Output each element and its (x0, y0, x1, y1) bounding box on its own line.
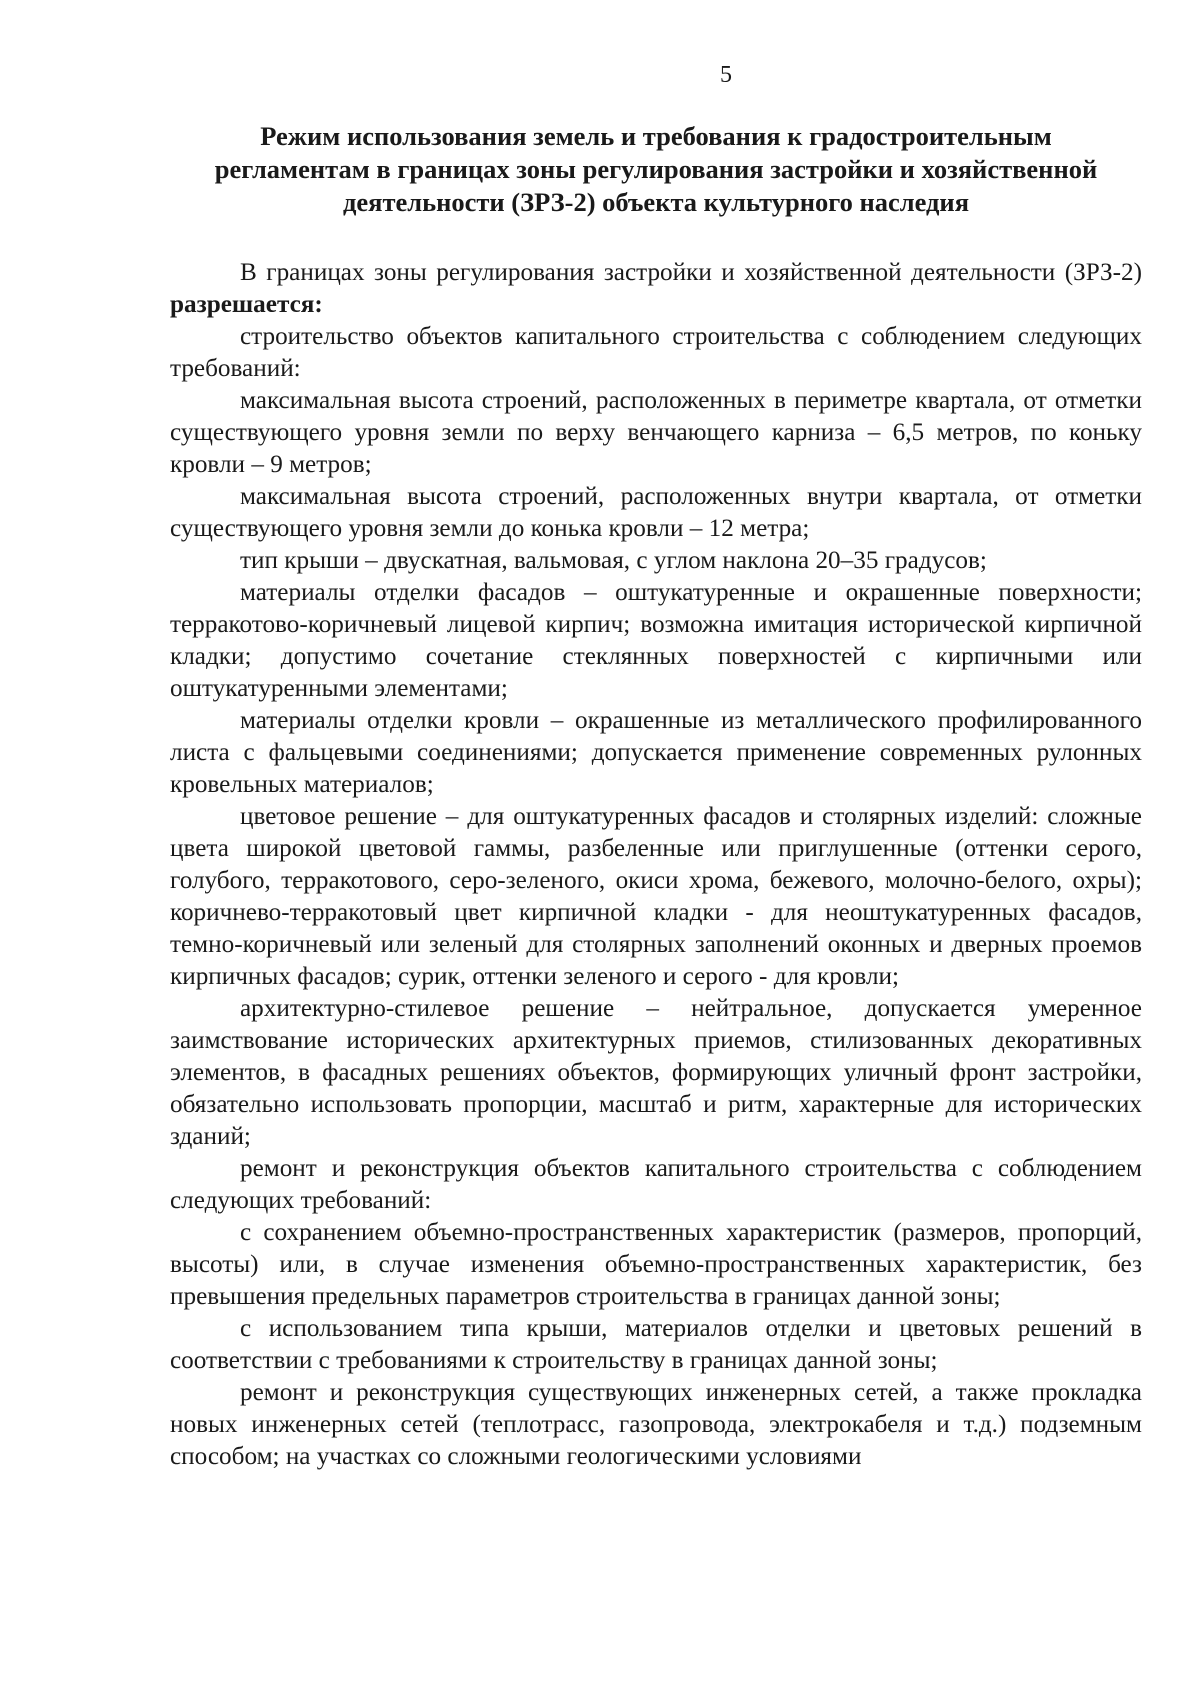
title-line: регламентам в границах зоны регулирования застройки и хозяйственной (214, 154, 1098, 184)
intro-text: В границах зоны регулирования застройки и хозяйственной деятельности (ЗРЗ-2) (240, 259, 1142, 286)
paragraph: материалы отделки фасадов – оштукатуренные и окрашенные поверхности; терракотово-коричневый лицевой кирпич; возможна имитация исторической кирпичной кладки; допустимо сочетание стеклянных поверхностей с кирпичными или оштукатуренными элементами; (170, 579, 1142, 702)
document-title (170, 120, 1142, 219)
paragraph: с использованием типа крыши, материалов отделки и цветовых решений в соответствии с требованиями к строительству в границах данной зоны; (170, 1315, 1142, 1374)
title-line: деятельности (ЗРЗ-2) объекта культурного наследия (342, 187, 970, 217)
document-body (170, 257, 1142, 1473)
paragraph: максимальная высота строений, расположенных в периметре квартала, от отметки существующего уровня земли по верху венчающего карниза – 6,5 метров, по коньку кровли – 9 метров; (170, 387, 1142, 478)
document-page (170, 60, 1142, 1473)
paragraph: цветовое решение – для оштукатуренных фасадов и столярных изделий: сложные цвета широкой цветовой гаммы, разбеленные или приглушенные (оттенки серого, голубого, терракотового, серо-зеленого, окиси хрома, бежевого, молочно-белого, охры); коричнево-терракотовый цвет кирпичной кладки - для неоштукатуренных фасадов, темно-коричневый или зеленый для столярных заполнений оконных и дверных проемов кирпичных фасадов; сурик, оттенки зеленого и серого - для кровли; (170, 803, 1142, 990)
paragraph: ремонт и реконструкция объектов капитального строительства с соблюдением следующих требований: (170, 1155, 1142, 1214)
paragraph: тип крыши – двускатная, вальмовая, с углом наклона 20–35 градусов; (240, 547, 987, 574)
page-number: 5 (720, 62, 732, 88)
paragraph: материалы отделки кровли – окрашенные из металлического профилированного листа с фальцевыми соединениями; допускается применение современных рулонных кровельных материалов; (170, 707, 1142, 798)
paragraph: архитектурно-стилевое решение – нейтральное, допускается умеренное заимствование исторических архитектурных приемов, стилизованных декоративных элементов, в фасадных решениях объектов, формирующих уличный фронт застройки, обязательно использовать пропорции, масштаб и ритм, характерные для исторических зданий; (170, 995, 1142, 1150)
paragraph: ремонт и реконструкция существующих инженерных сетей, а также прокладка новых инженерных сетей (теплотрасс, газопровода, электрокабеля и т.д.) подземным способом; на участках со сложными геологическими условиями (170, 1379, 1142, 1470)
title-line: Режим использования земель и требования к градостроительным (260, 121, 1052, 151)
paragraph: с сохранением объемно-пространственных характеристик (размеров, пропорций, высоты) или, в случае изменения объемно-пространственных характеристик, без превышения предельных параметров строительства в границах данной зоны; (170, 1219, 1142, 1310)
paragraph: строительство объектов капитального строительства с соблюдением следующих требований: (170, 323, 1142, 382)
paragraph: максимальная высота строений, расположенных внутри квартала, от отметки существующего уровня земли до конька кровли – 12 метра; (170, 483, 1142, 542)
intro-paragraph (170, 257, 1142, 321)
intro-bold-text: разрешается: (170, 291, 323, 318)
